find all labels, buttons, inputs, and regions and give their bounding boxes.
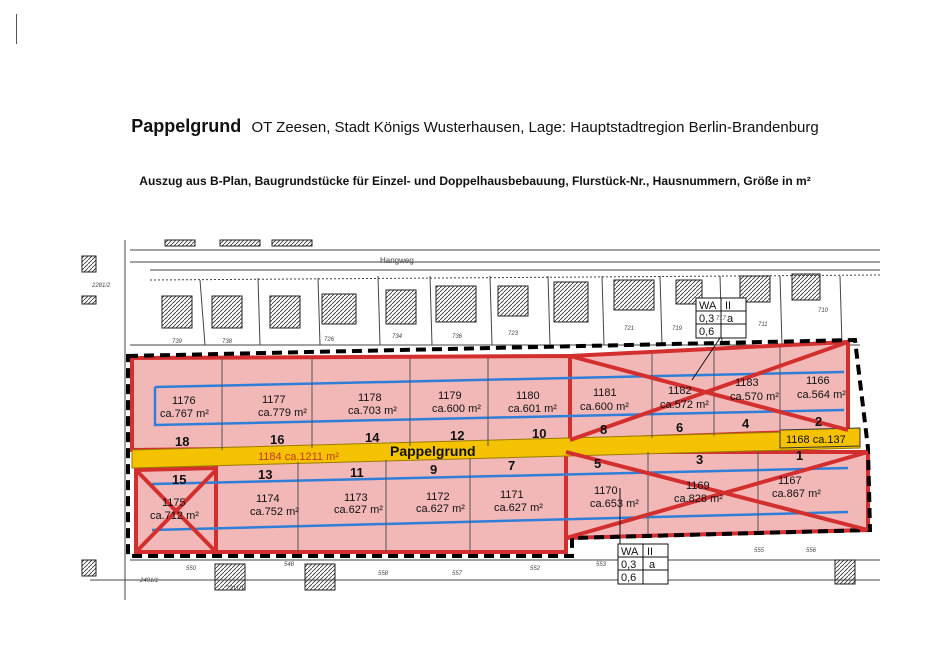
lot-number: 1174 (256, 493, 280, 505)
zone-code: WA (621, 546, 639, 558)
title-location: OT Zeesen, Stadt Königs Wusterhausen, Lage: Hauptstadtregion Berlin-Brandenburg (251, 119, 819, 136)
lot-size: ca.627 m² (334, 504, 383, 516)
construction-type: a (727, 313, 734, 325)
lot-number: 1166 (806, 375, 830, 387)
tiny-label: 711 (758, 322, 768, 328)
lot-number: 1170 (594, 485, 618, 497)
lot-number: 1176 (172, 395, 196, 407)
tiny-label: 557 (452, 571, 463, 577)
title-name: Pappelgrund (131, 116, 242, 136)
lot-number: 1179 (438, 390, 462, 402)
tiny-label: 734 (392, 334, 403, 340)
house-number: 11 (350, 465, 364, 480)
tiny-label: 2281/2 (92, 283, 111, 289)
house-number: 1 (796, 448, 804, 463)
floors: II (647, 546, 654, 558)
house-number: 10 (532, 426, 547, 441)
gfz: 0,6 (621, 572, 637, 584)
lot-size: ca.564 m² (797, 389, 846, 401)
tiny-label: 738 (222, 339, 233, 345)
house-number: 9 (430, 462, 438, 477)
lot-number: 1177 (262, 394, 286, 406)
house-number: 15 (172, 472, 187, 487)
lot-number: 1172 (426, 491, 450, 503)
lot-number: 1182 (668, 385, 692, 397)
lot-size: ca.572 m² (660, 399, 709, 411)
tiny-label: 2491/1 (140, 578, 159, 584)
tiny-label: 736 (452, 334, 463, 340)
house-number: 16 (270, 432, 285, 447)
lot-size: ca.601 m² (508, 403, 557, 415)
lot-size: ca.653 m² (590, 498, 639, 510)
tiny-label: 548 (284, 562, 295, 568)
lot-number: 1171 (500, 489, 524, 501)
tiny-label: 550 (186, 566, 197, 572)
tiny-label: 726 (324, 337, 335, 343)
tiny-label: 739 (172, 339, 183, 345)
north-plot-block-west (132, 356, 570, 450)
tiny-label: 719 (672, 326, 683, 332)
tiny-label: 555 (754, 548, 765, 554)
lot-number: 1178 (358, 392, 382, 404)
tiny-label: 2311/1 (226, 586, 244, 592)
lot-size: ca.828 m² (674, 493, 723, 505)
lot-number: 1180 (516, 390, 540, 402)
lot-size: ca.600 m² (432, 403, 481, 415)
house-number: 2 (815, 414, 823, 429)
tiny-label: 723 (508, 331, 519, 337)
house-number: 12 (450, 428, 465, 443)
house-number: 7 (508, 458, 516, 473)
lot-size: ca.752 m² (250, 506, 299, 518)
tiny-label: 552 (530, 566, 541, 572)
lot-number: 1169 (686, 480, 710, 492)
zone-code: WA (699, 300, 717, 312)
grz: 0,3 (699, 313, 715, 325)
tiny-label: 556 (806, 548, 817, 554)
lot-size: ca.570 m² (730, 391, 779, 403)
tiny-label: 721 (624, 326, 635, 332)
street-label-pappelgrund: Pappelgrund (390, 443, 476, 459)
lot-size: ca.779 m² (258, 407, 307, 419)
tiny-label: 558 (378, 571, 389, 577)
tiny-label: 717 (716, 316, 727, 322)
tiny-label: 553 (596, 562, 607, 568)
house-number: 6 (676, 420, 684, 435)
lot-size: ca.627 m² (494, 502, 543, 514)
parcel-1168-label: 1168 ca.137 (786, 434, 846, 446)
lot-size: ca.867 m² (772, 488, 821, 500)
tiny-label: 710 (818, 308, 829, 314)
gfz: 0,6 (699, 326, 715, 338)
lot-number: 1167 (778, 475, 802, 487)
lot-number: 1173 (344, 492, 368, 504)
lot-number: 1175 (162, 497, 186, 509)
lot-size: ca.712 m² (150, 510, 199, 522)
house-number: 14 (365, 430, 380, 445)
lot-size: ca.600 m² (580, 401, 629, 413)
floors: II (725, 300, 732, 312)
house-number: 5 (594, 456, 602, 471)
house-number: 13 (258, 467, 273, 482)
construction-type: a (649, 559, 656, 571)
lot-size: ca.767 m² (160, 408, 209, 420)
page-subtitle: Auszug aus B-Plan, Baugrundstücke für Einzel- und Doppelhausbebauung, Flurstück-Nr., Hausnummern, Größe in m² (139, 174, 811, 188)
street-label-hangweg: Hangweg (380, 256, 414, 265)
lot-size: ca.703 m² (348, 405, 397, 417)
house-number: 18 (175, 434, 190, 449)
house-number: 3 (696, 452, 704, 467)
grz: 0,3 (621, 559, 637, 571)
lot-size: ca.627 m² (416, 503, 465, 515)
lot-number: 1183 (735, 377, 759, 389)
road-parcel-label: 1184 ca.1211 m² (258, 451, 339, 463)
lot-number: 1181 (593, 387, 617, 399)
house-number: 8 (600, 422, 608, 437)
house-number: 4 (742, 416, 750, 431)
